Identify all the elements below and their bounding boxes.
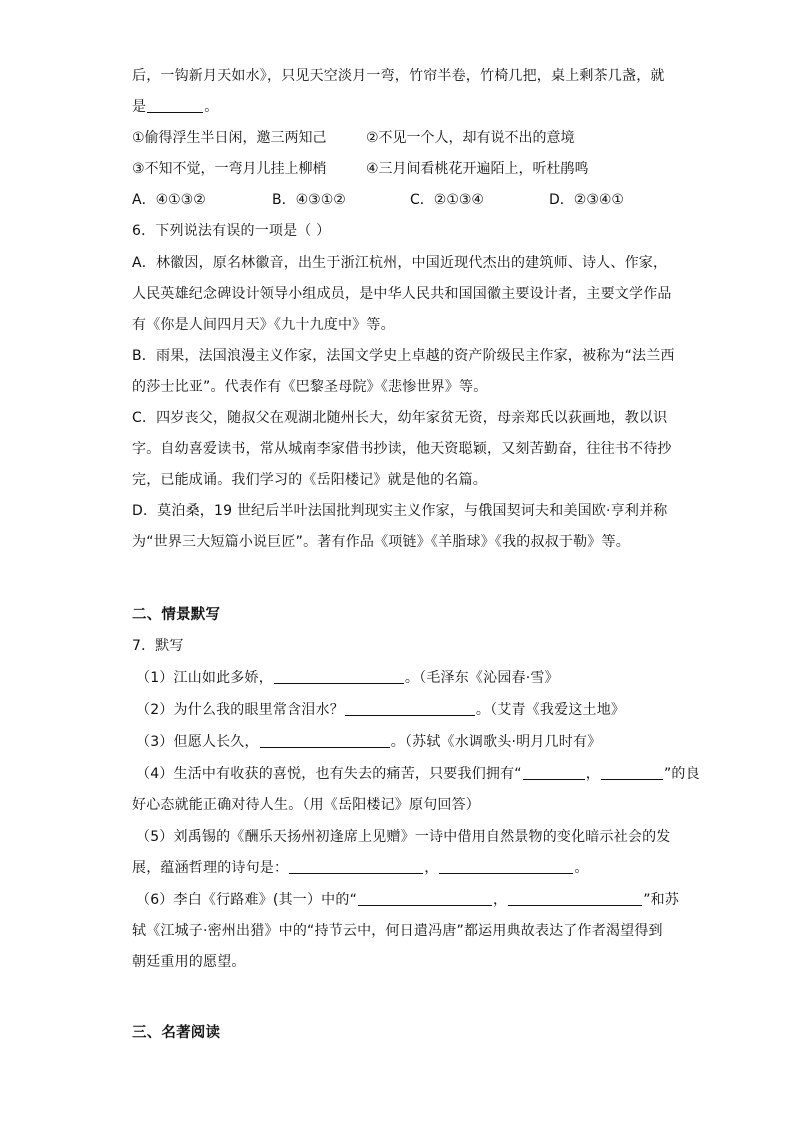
choice-c[interactable]: C．②①③④: [410, 192, 484, 208]
section-heading-3: 三、名著阅读: [132, 1025, 221, 1041]
q7-item-2: [136, 700, 625, 720]
q7-item-4-line2: 好心态就能正确对待人生。（用《岳阳楼记》原句回答）: [132, 797, 480, 813]
q6-option-a-line1: A．林徽因，原名林徽音，出生于浙江杭州，中国近现代杰出的建筑师、诗人、作家，: [132, 255, 668, 271]
answer-blank[interactable]: [439, 859, 573, 874]
q5-suffix: 。: [204, 99, 219, 115]
q6-option-c-line3: 完，已能成诵。我们学习的《岳阳楼记》就是他的名篇。: [132, 472, 487, 488]
q7-item-5-line1: （5）刘禹锡的《酬乐天扬州初逢席上见赠》一诗中借用自然景物的变化暗示社会的发: [136, 829, 671, 845]
answer-blank[interactable]: [523, 765, 585, 780]
q7-item-5-prompt: 展，蕴涵哲理的诗句是：: [132, 860, 289, 876]
q5-prefix: 是: [132, 99, 147, 115]
q6-stem: 6．下列说法有误的一项是（ ）: [132, 223, 331, 239]
answer-blank[interactable]: [260, 733, 390, 748]
answer-blank[interactable]: [147, 98, 203, 113]
answer-blank[interactable]: [601, 765, 663, 780]
q6-option-c-line1: C．四岁丧父，随叔父在观湖北随州长大，幼年家贫无资，母亲郑氏以荻画地，教以识: [132, 410, 668, 426]
q5-option-4: ④三月间看桃花开遍陌上，听杜鹃鸣: [366, 161, 589, 177]
q7-item-4-after: ”的良: [663, 766, 700, 782]
answer-blank[interactable]: [345, 701, 475, 716]
q7-item-4-prompt: （4）生活中有收获的喜悦，也有失去的痛苦，只要我们拥有“: [136, 766, 522, 782]
q7-item-3-source: 。（苏轼《水调歌头·明月几时有》: [390, 734, 602, 750]
q7-item-6-prompt: （6）李白《行路难》(其一）中的“: [136, 892, 358, 908]
q6-option-b-line1: B．雨果，法国浪漫主义作家，法国文学史上卓越的资产阶级民主作家，被称为“法兰西: [132, 348, 675, 364]
choice-b[interactable]: B．④③①②: [272, 192, 346, 208]
answer-blank[interactable]: [358, 891, 492, 906]
answer-blank[interactable]: [508, 891, 642, 906]
q7-item-2-prompt: （2）为什么我的眼里常含泪水？: [136, 702, 344, 718]
q6-option-c-line2: 字。自幼喜爱读书，常从城南李家借书抄读，他天资聪颖，又刻苦勤奋，往往书不待抄: [132, 441, 672, 457]
q5-text-line2: [132, 97, 218, 117]
answer-blank[interactable]: [289, 859, 423, 874]
choice-d[interactable]: D．②③④①: [549, 192, 624, 208]
q7-item-6-after: ”和苏: [643, 892, 680, 908]
q5-option-2: ②不见一个人，却有说不出的意境: [366, 130, 575, 146]
q7-item-3: [136, 732, 601, 752]
q7-item-1-prompt: （1）江山如此多娇，: [136, 670, 273, 686]
q7-item-5-line2: [132, 858, 589, 878]
q5-text-line1: 后，一钩新月天如水》，只见天空淡月一弯，竹帘半卷，竹椅几把，桌上剩茶几盏，就: [132, 68, 665, 84]
q7-item-2-source: 。（艾青《我爱这土地》: [475, 702, 626, 718]
q7-item-3-prompt: （3）但愿人长久，: [136, 734, 259, 750]
q6-option-b-line2: 的莎士比亚”。代表作有《巴黎圣母院》《悲惨世界》等。: [132, 379, 488, 395]
q6-option-a-line2: 人民英雄纪念碑设计领导小组成员，是中华人民共和国国徽主要设计者，主要文学作品: [132, 286, 672, 302]
q7-item-5-end: 。: [574, 860, 589, 876]
q7-item-4-comma: ，: [585, 766, 600, 782]
q6-option-d-line2: 为“世界三大短篇小说巨匠”。著有作品《项链》《羊脂球》《我的叔叔于勒》等。: [132, 534, 630, 550]
q7-title: 7．默写: [132, 638, 184, 654]
q7-item-4-line1: [136, 764, 700, 784]
q7-item-5-comma: ，: [424, 860, 439, 876]
q7-item-1: [136, 668, 559, 688]
choice-a[interactable]: A．④①③②: [132, 192, 206, 208]
section-heading-2: 二、情景默写: [132, 607, 221, 623]
q7-item-1-source: 。（毛泽东《沁园春·雪》: [404, 670, 559, 686]
answer-blank[interactable]: [274, 669, 404, 684]
q7-item-6-line2: 轼《江城子·密州出猎》中的“持节云中，何日遣冯唐”都运用典故表达了作者渴望得到: [132, 923, 663, 939]
q7-item-6-line1: [136, 890, 679, 910]
q5-option-1: ①偷得浮生半日闲，邀三两知己: [132, 130, 327, 146]
q7-item-6-line3: 朝廷重用的愿望。: [132, 954, 246, 970]
q6-option-d-line1: D．莫泊桑，19 世纪后半叶法国批判现实主义作家，与俄国契诃夫和美国欧·亨利并称: [132, 503, 668, 519]
q5-option-3: ③不知不觉，一弯月儿挂上柳梢: [132, 161, 327, 177]
q7-item-6-comma: ，: [493, 892, 508, 908]
q6-option-a-line3: 有《你是人间四月天》《九十九度中》等。: [132, 317, 395, 333]
